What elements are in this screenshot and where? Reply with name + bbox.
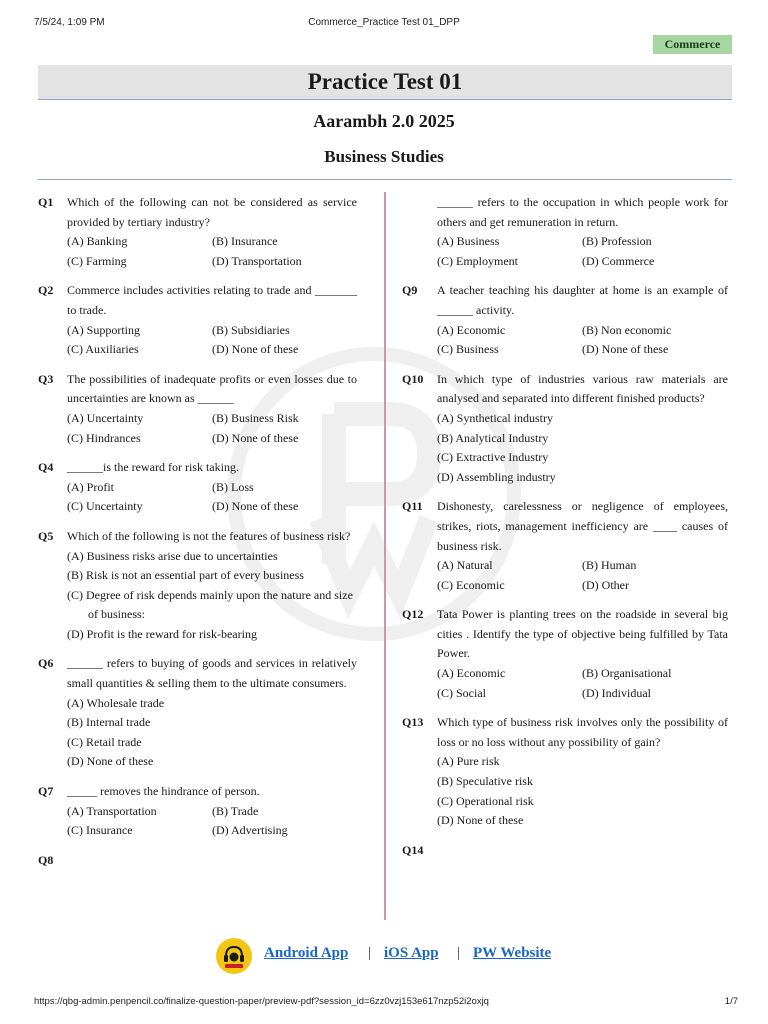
page-url: https://qbg-admin.penpencil.co/finalize-question-paper/preview-pdf?session_id=6zz0vzj153e617nzp52i2oxjq [34, 996, 489, 1007]
answer-option: (C) Auxiliaries [67, 342, 139, 357]
question-item [402, 370, 728, 488]
options-list [437, 556, 728, 595]
options-list [437, 664, 728, 703]
question-item [38, 782, 357, 841]
question-number: Q8 [38, 852, 54, 867]
question-item [38, 527, 357, 645]
answer-option: (C) Farming [67, 253, 127, 268]
options-list [67, 802, 357, 841]
answer-option: (D) Individual [582, 685, 651, 700]
footer [0, 938, 768, 974]
options-list [437, 321, 728, 360]
question-text: Dishonesty, carelessness or negligence of employees, strikes, riots, management inefficiency are ____ causes of business risk. [437, 499, 728, 553]
answer-option: (B) Analytical Industry [437, 430, 549, 445]
question-number: Q5 [38, 528, 54, 543]
answer-option: (A) Wholesale trade [67, 695, 165, 710]
answer-option: (C) Uncertainty [67, 499, 143, 514]
question-item [38, 193, 357, 271]
answer-option: (D) None of these [67, 754, 154, 769]
answer-option: (A) Business risks arise due to uncertainties [67, 548, 278, 563]
question-number: Q13 [402, 715, 424, 730]
question-text: Tata Power is planting trees on the roadside in several big cities . Identify the type of objective being fulfilled by Tata Power. [437, 607, 728, 661]
answer-option: (A) Business [437, 234, 500, 249]
answer-option: (B) Risk is not an essential part of every business [67, 568, 304, 583]
question-number: Q14 [402, 842, 424, 857]
answer-option: (B) Profession [582, 234, 652, 249]
question-number: Q10 [402, 371, 424, 386]
subject-badge: Commerce [653, 35, 732, 54]
answer-option: (B) Loss [212, 479, 254, 494]
answer-option: (C) Business [437, 342, 499, 357]
answer-option: (B) Insurance [212, 234, 278, 249]
footer-separator: | [368, 945, 372, 961]
answer-option: (A) Economic [437, 322, 506, 337]
answer-option: (D) Profit is the reward for risk-bearing [67, 626, 257, 641]
footer-separator: | [457, 945, 461, 961]
question-item [402, 193, 728, 271]
title-band [38, 65, 732, 100]
question-text: Which of the following is not the features of business risk? [67, 528, 351, 543]
question-item [402, 713, 728, 831]
answer-option: (D) None of these [582, 342, 669, 357]
answer-option: (B) Human [582, 558, 637, 573]
answer-option: (D) Advertising [212, 823, 288, 838]
answer-option: (C) Economic [437, 577, 505, 592]
answer-option: (A) Uncertainty [67, 410, 144, 425]
answer-option: (C) Insurance [67, 823, 133, 838]
answer-option: (A) Transportation [67, 803, 157, 818]
question-item [38, 654, 357, 772]
question-item [38, 458, 357, 517]
options-list [67, 478, 357, 517]
answer-option: (C) Employment [437, 253, 518, 268]
options-list [437, 752, 728, 830]
android-app-link[interactable]: Android App [264, 945, 349, 961]
answer-option: (C) Operational risk [437, 793, 534, 808]
answer-option: (C) Degree of risk depends mainly upon the nature and size of business: [67, 587, 353, 622]
options-list [67, 232, 357, 271]
question-text: In which type of industries various raw materials are analysed and separated into different finished products? [437, 371, 728, 406]
question-text: The possibilities of inadequate profits or even losses due to uncertainties are known as ______ [67, 371, 357, 406]
question-item [38, 281, 357, 359]
answer-option: (A) Banking [67, 234, 128, 249]
options-list [67, 694, 357, 772]
question-item [402, 497, 728, 595]
answer-option: (C) Retail trade [67, 734, 142, 749]
title-divider [38, 179, 732, 180]
customer-service-logo-icon [216, 938, 252, 974]
page-title: Practice Test 01 [307, 69, 463, 94]
options-list [437, 409, 728, 487]
pw-website-link[interactable]: PW Website [473, 945, 552, 961]
options-list [437, 232, 728, 271]
answer-option: (A) Profit [67, 479, 114, 494]
question-text: A teacher teaching his daughter at home is an example of ______ activity. [437, 283, 728, 317]
answer-option: (D) None of these [212, 430, 299, 445]
question-number: Q11 [402, 499, 423, 514]
question-number: Q1 [38, 195, 54, 209]
question-text: Which type of business risk involves only the possibility of loss or no loss without any possibility of gain? [437, 715, 728, 749]
answer-option: (C) Hindrances [67, 430, 141, 445]
answer-option: (A) Economic [437, 666, 506, 681]
answer-option: (A) Natural [437, 558, 493, 573]
answer-option: (B) Organisational [582, 666, 672, 681]
right-question-column [402, 193, 728, 857]
question-number: Q9 [402, 283, 418, 298]
answer-option: (B) Subsidiaries [212, 322, 290, 337]
options-list [67, 409, 357, 448]
answer-option: (D) Other [582, 577, 629, 592]
question-text: ______ refers to buying of goods and services in relatively small quantities & selling them to the ultimate consumers. [67, 656, 357, 691]
question-number: Q2 [38, 283, 54, 298]
question-text: ______ refers to the occupation in which people work for others and get remuneration in return. [437, 195, 728, 229]
question-item [38, 370, 357, 448]
left-question-column [38, 193, 357, 867]
column-divider [384, 192, 386, 920]
question-number: Q4 [38, 460, 54, 475]
ios-app-link[interactable]: iOS App [384, 945, 439, 961]
answer-option: (D) Assembling industry [437, 469, 556, 484]
question-number: Q12 [402, 607, 424, 622]
question-text: ______is the reward for risk taking. [67, 460, 239, 475]
options-list [67, 547, 357, 645]
answer-option: (C) Extractive Industry [437, 450, 549, 465]
answer-option: (A) Supporting [67, 322, 140, 337]
question-number: Q7 [38, 784, 54, 799]
print-datetime: 7/5/24, 1:09 PM [34, 17, 105, 28]
answer-option: (D) None of these [212, 499, 299, 514]
question-number: Q6 [38, 656, 54, 671]
question-number: Q3 [38, 371, 54, 386]
answer-option: (B) Trade [212, 803, 259, 818]
subject-name: Business Studies [324, 147, 444, 166]
question-text: Commerce includes activities relating to trade and _______ to trade. [67, 283, 357, 317]
question-item [402, 605, 728, 703]
question-text: _____ removes the hindrance of person. [67, 784, 260, 799]
options-list [67, 321, 357, 360]
answer-option: (A) Pure risk [437, 754, 500, 769]
answer-option: (B) Speculative risk [437, 774, 533, 789]
batch-name: Aarambh 2.0 2025 [313, 111, 455, 131]
print-document-title: Commerce_Practice Test 01_DPP [308, 17, 460, 28]
answer-option: (A) Synthetical industry [437, 410, 553, 425]
answer-option: (D) None of these [437, 813, 524, 828]
answer-option: (C) Social [437, 685, 486, 700]
answer-option: (D) Commerce [582, 253, 655, 268]
answer-option: (B) Non economic [582, 322, 672, 337]
page-number: 1/7 [724, 996, 738, 1007]
question-text: Which of the following can not be considered as service provided by tertiary industry? [67, 195, 357, 229]
answer-option: (D) None of these [212, 342, 299, 357]
question-item [402, 281, 728, 359]
answer-option: (D) Transportation [212, 253, 302, 268]
answer-option: (B) Internal trade [67, 715, 151, 730]
answer-option: (B) Business Risk [212, 410, 299, 425]
